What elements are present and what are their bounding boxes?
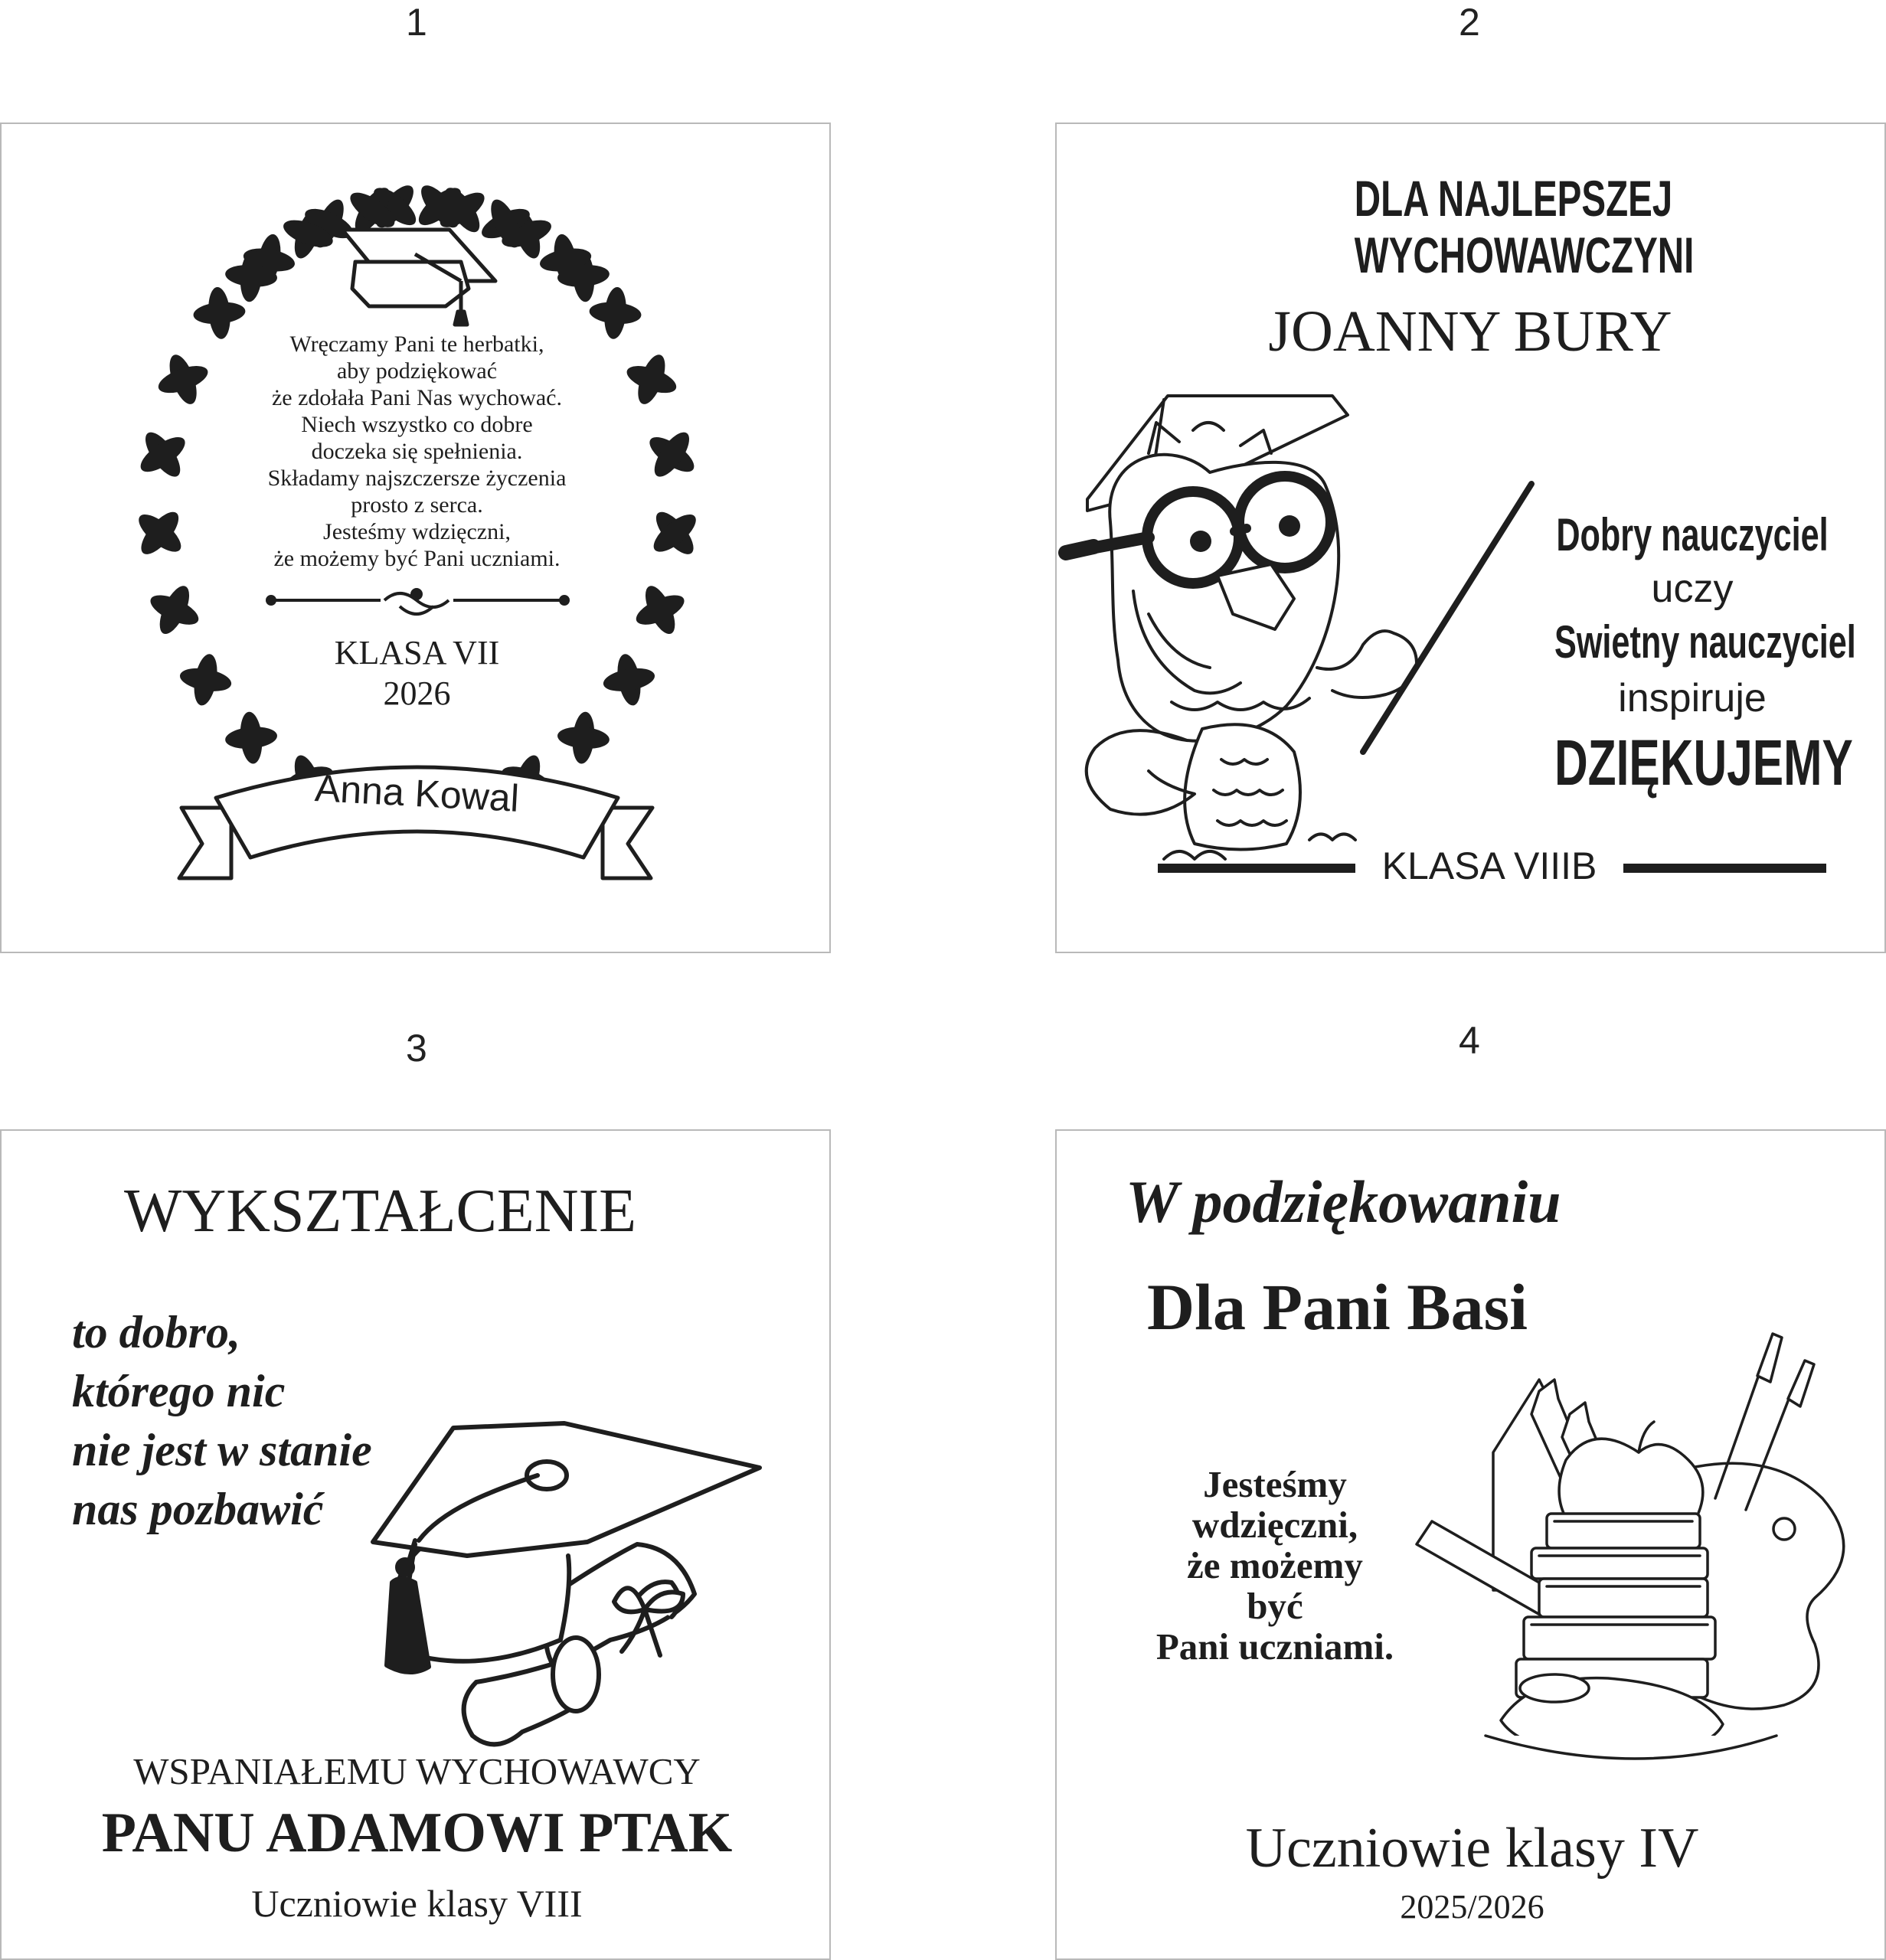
laurel-leaf <box>192 300 246 326</box>
thank-you-text: DZIĘKUJEMY <box>1554 727 1853 799</box>
message-line: że możemy <box>1187 1544 1363 1586</box>
divider-bar-right <box>1623 864 1826 873</box>
message-line: być <box>1247 1585 1303 1627</box>
poem-line: Niech wszystko co dobre <box>301 412 533 437</box>
headline: WYKSZTAŁCENIE <box>124 1178 637 1245</box>
laurel-leaf <box>238 711 264 765</box>
recipient-name: PANU ADAMOWI PTAK <box>101 1802 733 1864</box>
poem-line: aby podziękować <box>336 358 498 384</box>
quote-line: nie jest w stanie <box>72 1425 372 1475</box>
year-label: 2026 <box>383 675 451 712</box>
quote-text <box>72 1303 531 1539</box>
laurel-leaf <box>136 431 191 479</box>
message-line: wdzięczni, <box>1191 1504 1358 1546</box>
signature-line: Uczniowie klasy IV <box>1245 1817 1699 1880</box>
poem-line: że możemy być Pani uczniami. <box>273 546 561 571</box>
laurel-leaf <box>191 652 221 707</box>
dedication-line-2: WYCHOWAWCZYNI <box>1354 227 1695 283</box>
laurel-leaf <box>648 427 695 482</box>
design-panel-4 <box>1055 1129 1886 1960</box>
quote-line-3: Swietny nauczyciel <box>1554 616 1856 668</box>
laurel-leaf <box>602 665 657 694</box>
design-panel-1 <box>0 122 831 953</box>
panel-number-2: 2 <box>1459 1 1480 44</box>
ornament-divider-icon <box>267 590 568 614</box>
class-label: KLASA VII <box>334 634 500 671</box>
design-panel-3 <box>0 1129 831 1960</box>
quote-line: którego nic <box>72 1366 286 1416</box>
quote-line: to dobro, <box>72 1307 241 1357</box>
class-label: KLASA VIIIB <box>1381 844 1597 887</box>
graduation-cap-icon <box>342 230 495 325</box>
signature-line: Uczniowie klasy VIII <box>251 1882 583 1925</box>
owl-teacher-icon <box>1066 396 1531 859</box>
poem-line: Składamy najszczersze życzenia <box>267 466 567 491</box>
poem-line: prosto z serca. <box>351 492 483 518</box>
year-label: 2025/2026 <box>1400 1888 1544 1926</box>
recipient-name: Anna Kowal <box>313 766 521 820</box>
poem-line: Jesteśmy wdzięczni, <box>323 519 511 544</box>
headline: W podziękowaniu <box>1126 1168 1561 1235</box>
message-line: Jesteśmy <box>1203 1463 1347 1505</box>
laurel-leaf <box>557 725 610 751</box>
poem-line: Wręczamy Pani te herbatki, <box>289 332 544 357</box>
recipient-name: JOANNY BURY <box>1268 299 1672 364</box>
quote-line-1: Dobry nauczyciel <box>1556 509 1829 560</box>
poem-text <box>185 331 649 572</box>
laurel-leaf <box>135 506 185 560</box>
dedication-line-1: DLA NAJLEPSZEJ <box>1354 170 1673 227</box>
panel-number-1: 1 <box>406 1 427 44</box>
panel-number-3: 3 <box>406 1027 427 1070</box>
divider-bar-left <box>1158 864 1355 873</box>
message-text <box>1103 1464 1447 1667</box>
dedication-line: WSPANIAŁEMU WYCHOWAWCY <box>133 1750 701 1792</box>
quote-line-2: uczy <box>1651 567 1734 611</box>
panel-number-4: 4 <box>1459 1019 1480 1062</box>
quote-line-4: inspiruje <box>1618 676 1767 720</box>
laurel-leaf <box>648 508 701 558</box>
quote-line: nas pozbawić <box>72 1484 324 1534</box>
design-panel-2 <box>1055 122 1886 953</box>
school-supplies-icon <box>1417 1334 1844 1759</box>
recipient-name: Dla Pani Basi <box>1147 1270 1528 1344</box>
poem-line: że zdołała Pani Nas wychować. <box>271 385 562 410</box>
poem-line: doczeka się spełnienia. <box>311 439 523 464</box>
message-line: Pani uczniami. <box>1155 1625 1394 1668</box>
